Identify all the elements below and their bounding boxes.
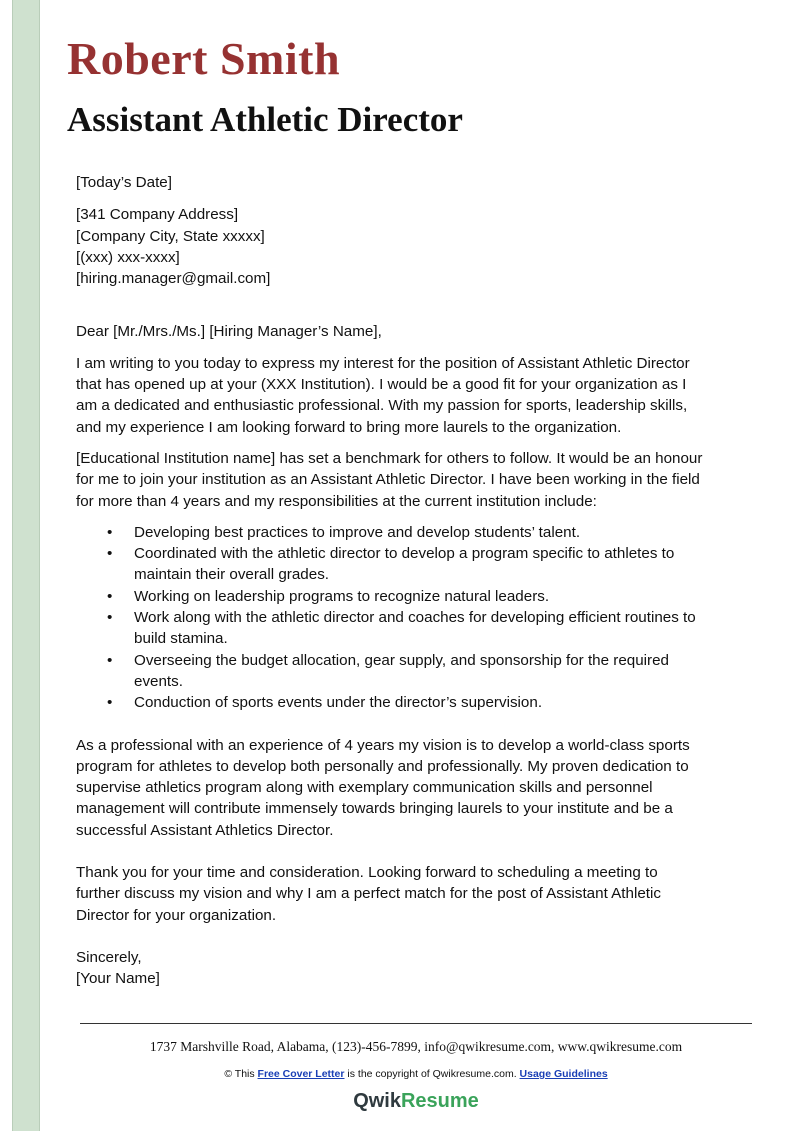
- paragraph-thanks: Thank you for your time and consideration. Looking forward to scheduling a meeting to further discuss my vision and why I am a perfect match for the post of Assistant Athletic Director for your organization.: [76, 864, 661, 924]
- usage-guidelines-link[interactable]: Usage Guidelines: [519, 1068, 608, 1080]
- copyright-notice: © This Free Cover Letter is the copyright of Qwikresume.com. Usage Guidelines: [224, 1068, 608, 1080]
- qwikresume-logo: [80, 1090, 752, 1113]
- paragraph-intro: I am writing to you today to express my interest for the position of Assistant Athletic Director that has opened up at your (XXX Institution). I would be a good fit for your organization as I am a dedicated and enthusiastic professional. With my passion for sports, leadership skills, and my experience I am looking forward to bring more laurels to the organization.: [76, 354, 690, 436]
- list-item: • Working on leadership programs to recognize natural leaders.: [134, 586, 756, 607]
- free-cover-letter-link[interactable]: Free Cover Letter: [257, 1068, 345, 1080]
- side-accent-bar: [12, 0, 40, 1131]
- letter-date: [Today’s Date]: [76, 174, 172, 191]
- paragraph-vision: As a professional with an experience of 4 years my vision is to develop a world-class sports program for athletes to develop both personally and professionally. My proven dedication to supervise athletics program along with exemplary communication skills and personnel management will contribute immensely towards bringing laurels to your institute and be a successful Assistant Athletics Director.: [76, 736, 690, 839]
- closing: Sincerely,: [76, 948, 142, 966]
- signature: [Your Name]: [76, 970, 160, 988]
- list-item: • Overseeing the budget allocation, gear supply, and sponsorship for the required events.: [134, 650, 756, 693]
- address-line: [341 Company Address]: [76, 206, 239, 224]
- list-item: • Work along with the athletic director and coaches for developing efficient routines to build stamina.: [134, 607, 756, 650]
- responsibilities-list: [76, 522, 756, 714]
- footer-divider: [80, 1023, 752, 1024]
- list-item: • Developing best practices to improve and develop students’ talent.: [134, 522, 756, 543]
- address-line: [Company City, State xxxxx]: [76, 227, 265, 245]
- paragraph-institution: [Educational Institution name] has set a benchmark for others to follow. It would be an honour for me to join your institution as an Assistant Athletic Director. I have been working in the field for more than 4 years and my responsibilities at the current institution include:: [76, 449, 703, 510]
- letter-body: [76, 172, 756, 990]
- job-title: Assistant Athletic Director: [67, 100, 463, 139]
- address-line: [(xxx) xxx-xxxx]: [76, 248, 180, 266]
- list-item: • Conduction of sports events under the director’s supervision.: [134, 692, 756, 713]
- list-item: • Coordinated with the athletic director to develop a program specific to athletes to maintain their overall grades.: [134, 543, 756, 586]
- address-line: [hiring.manager@gmail.com]: [76, 270, 271, 288]
- logo-qwik: Qwik: [353, 1090, 401, 1112]
- footer-contact: 1737 Marshville Road, Alabama, (123)-456-7899, info@qwikresume.com, www.qwikresume.com: [149, 1039, 683, 1054]
- candidate-name: Robert Smith: [67, 33, 341, 84]
- salutation: Dear [Mr./Mrs./Ms.] [Hiring Manager’s Name],: [76, 323, 382, 341]
- recipient-address: [76, 204, 756, 289]
- logo-resume: Resume: [400, 1090, 479, 1112]
